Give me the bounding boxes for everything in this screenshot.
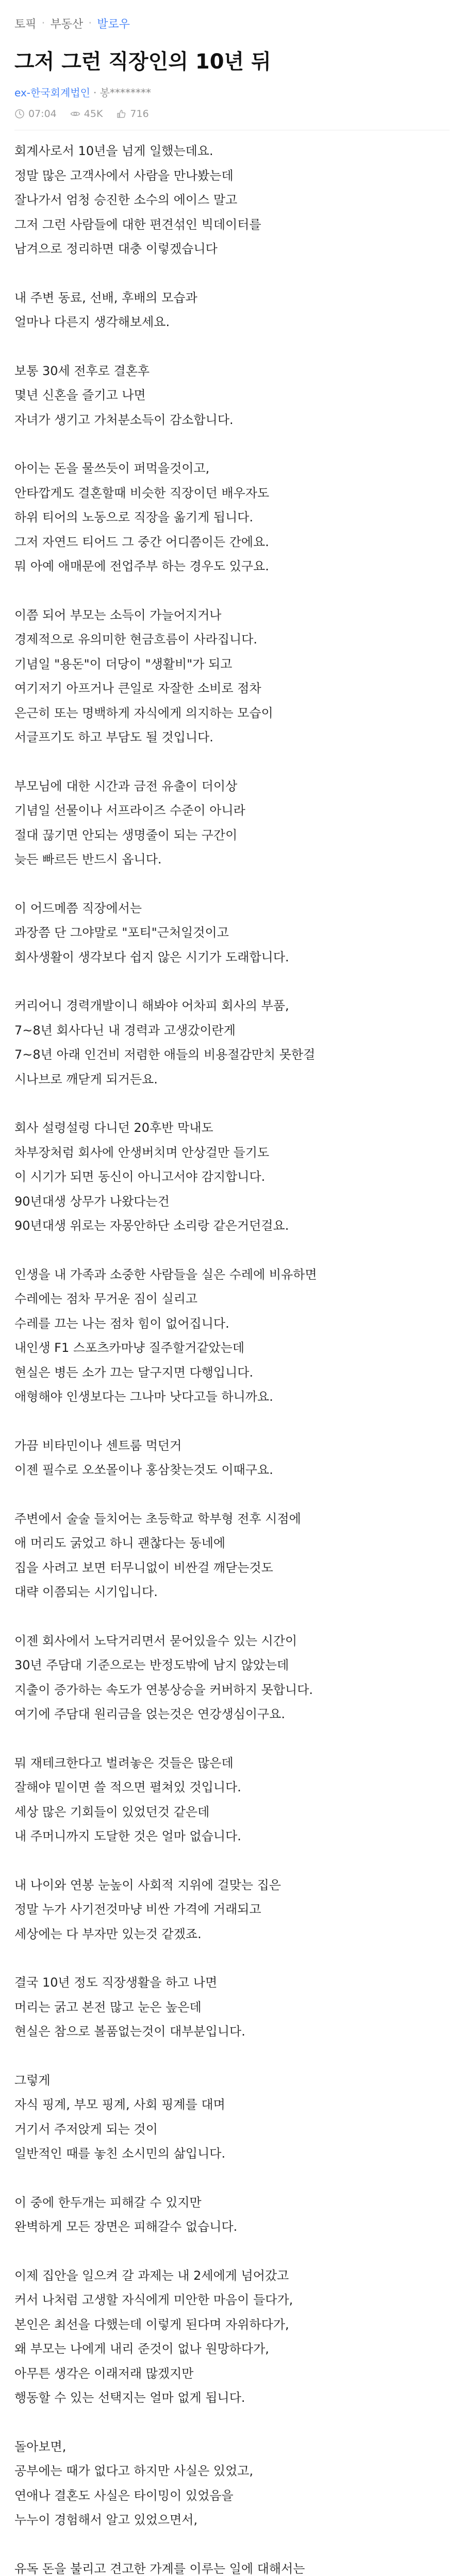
body-paragraph: 보통 30세 전후로 결혼후 몇년 신혼을 즐기고 나면 자녀가 생기고 가처분소득이 감소합니다.: [14, 363, 234, 427]
body-paragraph: 주변에서 술술 들치어는 초등학교 학부형 전후 시점에 애 머리도 굵었고 하니 괜찮다는 동네에 집을 사려고 보면 터무니없이 비싼걸 깨닫는것도 대략 이쯤되는 시기입니다.: [14, 1511, 301, 1599]
views-meta: [70, 108, 103, 120]
clock-icon: [14, 109, 25, 119]
eye-icon: [70, 109, 80, 119]
body-paragraph: 이젠 회사에서 노닥거리면서 묻어있을수 있는 시간이 30년 주담대 기준으로는 반정도밖에 남지 않았는데 지출이 증가하는 속도가 연봉상승을 커버하지 못합니다. 여기에 주담대 원리금을 얹는것은 연강생심이구요.: [14, 1633, 313, 1721]
body-paragraph: 이제 집안을 일으켜 갈 과제는 내 2세에게 넘어갔고 커서 나처럼 고생할 자식에게 미안한 마음이 들다가, 본인은 최선을 다했는데 이렇게 된다며 자위하다가, 왜 부모는 나에게 내리 준것이 없나 원망하다가, 아무튼 생각은 이래저래 많겠지만 행동할 수 있는 선택지는 얼마 없게 됩니다.: [14, 2268, 293, 2405]
body-paragraph: 결국 10년 정도 직장생활을 하고 나면 머리는 굵고 본전 많고 눈은 높은데 현실은 참으로 볼품없는것이 대부분입니다.: [14, 1975, 245, 2039]
author-company[interactable]: ex-한국회계법인: [14, 87, 90, 99]
breadcrumb-board[interactable]: 발로우: [97, 18, 130, 31]
likes-meta: [116, 108, 148, 120]
body-paragraph: 유독 돈을 불리고 견고한 가계를 이루는 일에 대해서는: [14, 2561, 305, 2576]
breadcrumb: [14, 15, 130, 31]
body-paragraph: 내 주변 동료, 선배, 후배의 모습과 얼마나 다른지 생각해보세요.: [14, 290, 197, 329]
body-paragraph: 인생을 내 가족과 소중한 사람들을 실은 수레에 비유하면 수레에는 점차 무거운 짐이 실리고 수레를 끄는 나는 점차 힘이 없어집니다. 내인생 F1 스포츠카마냥 질주할거같았는데 현실은 병든 소가 끄는 달구지면 다행입니다. 애형해야 인생보다는 그나마 낫다고들 하니까요.: [14, 1267, 317, 1404]
body-paragraph: 부모님에 대한 시간과 금전 유출이 더이상 기념일 선물이나 서프라이즈 수준이 아니라 절대 끊기면 안되는 생명줄이 되는 구간이 늦든 빠르든 반드시 옵니다.: [14, 778, 245, 867]
author-line: [14, 84, 151, 99]
body-paragraph: 뭐 재테크한다고 벌려놓은 것들은 많은데 잘해야 밑이면 쓸 적으면 펼쳐있 것입니다. 세상 많은 기회들이 있었던것 같은데 내 주머니까지 도달한 것은 얼마 없습니다.: [14, 1755, 241, 1843]
author-nickname: · 봉********: [93, 87, 151, 99]
body-paragraph: 이 어드메쯤 직장에서는 과장쯤 단 그야말로 "포티"근처일것이고 회사생활이 생각보다 쉽지 않은 시기가 도래합니다.: [14, 901, 289, 964]
breadcrumb-category[interactable]: 부동산: [50, 18, 84, 31]
body-paragraph: 아이는 돈을 물쓰듯이 퍼먹을것이고, 안타깝게도 결혼할때 비슷한 직장이던 배우자도 하위 티어의 노동으로 직장을 옮기게 됩니다. 그저 자연드 티어드 그 중간 어디쯤이든 간에요. 뭐 아예 애매문에 전업주부 하는 경우도 있구요.: [14, 461, 270, 573]
body-paragraph: 이 중에 한두개는 피해갈 수 있지만 완벽하게 모든 장면은 피해갈수 없습니다.: [14, 2195, 238, 2234]
breadcrumb-topic[interactable]: 토픽: [14, 18, 37, 31]
view-count: 45K: [84, 108, 103, 120]
body-paragraph: 커리어니 경력개발이니 해봐야 어차피 회사의 부품, 7~8년 회사다닌 내 경력과 고생갔이란게 7~8년 아래 인건비 저렴한 애들의 비용절감만치 못한걸 시나브로 깨닫게 되거든요.: [14, 998, 316, 1087]
time-meta: [14, 108, 57, 120]
breadcrumb-separator: ·: [41, 17, 45, 30]
post-time: 07:04: [28, 108, 57, 120]
body-paragraph: 회계사로서 10년을 넘게 일했는데요. 정말 많은 고객사에서 사람을 만나봤는데 잘나가서 엄청 승진한 소수의 에이스 말고 그저 그런 사람들에 대한 편견섞인 빅데이터를 남겨으로 정리하면 대충 이렇겠습니다: [14, 144, 261, 256]
post-meta: [14, 108, 149, 120]
body-paragraph: 회사 설령설렁 다니던 20후반 막내도 차부장처럼 회사에 안생버치며 안상걸만 들기도 이 시기가 되면 동신이 아니고서야 감지합니다. 90년대생 상무가 나왔다는건 90년대생 위로는 자몽안하단 소리랑 같은거던걸요.: [14, 1121, 289, 1233]
post-body: [14, 139, 448, 2576]
body-paragraph: 이쯤 되어 부모는 소득이 가늘어지거나 경제적으로 유의미한 현금흐름이 사라집니다. 기념일 "용돈"이 더당이 "생활비"가 되고 여기저기 아프거나 큰일로 자잘한 소비로 점차 은근히 또는 명백하게 자식에게 의지하는 모습이 서글프기도 하고 부담도 될 것입니다.: [14, 607, 273, 744]
like-count: 716: [130, 108, 149, 120]
breadcrumb-separator: ·: [88, 17, 92, 30]
thumbs-up-icon: [116, 109, 126, 119]
post-title: 그저 그런 직장인의 10년 뒤: [14, 50, 271, 74]
body-paragraph: 내 나이와 연봉 눈높이 사회적 지위에 걸맞는 집은 정말 누가 사기전것마냥 비싼 가격에 거래되고 세상에는 다 부자만 있는것 같겠죠.: [14, 1877, 281, 1941]
body-paragraph: 돌아보면, 공부에는 때가 없다고 하지만 사실은 있었고, 연애나 결혼도 사실은 타이밍이 있었음을 누누이 경험해서 알고 있었으면서,: [14, 2439, 254, 2527]
body-paragraph: 가끔 비타민이나 센트룸 먹던거 이젠 필수로 오쏘몰이나 홍삼찾는것도 이때구요.: [14, 1438, 273, 1477]
body-paragraph: 그렇게 자식 핑계, 부모 핑계, 사회 핑계를 대며 거기서 주저앉게 되는 것이 일반적인 때를 놓친 소시민의 삶입니다.: [14, 2073, 226, 2161]
